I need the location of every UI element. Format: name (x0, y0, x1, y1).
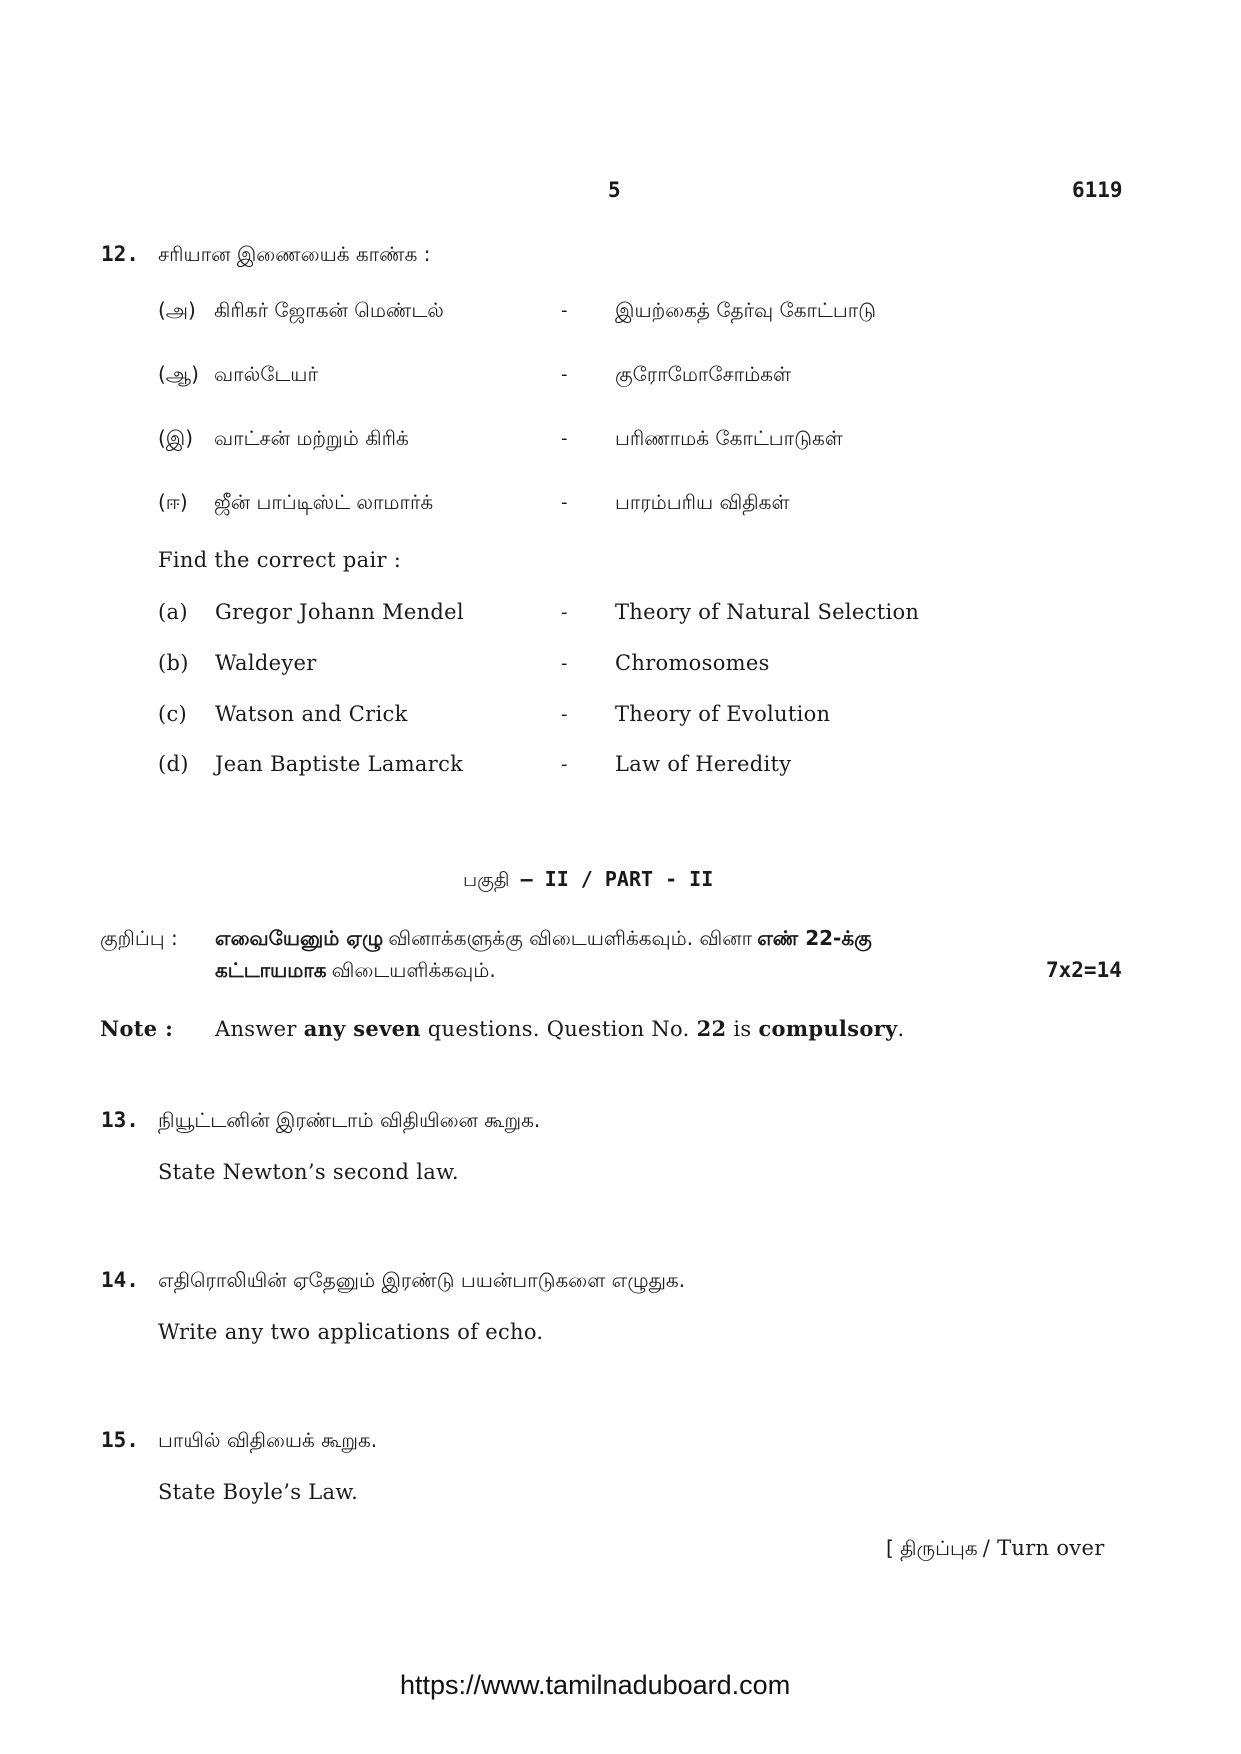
part-heading (463, 867, 713, 894)
pair-dash: - (561, 754, 568, 775)
pair-right: குரோமோசோம்கள் (615, 362, 792, 386)
pair-left: Waldeyer (215, 651, 317, 675)
pair-label: (b) (158, 651, 189, 675)
pair-label: (d) (158, 752, 189, 776)
question-english: Write any two applications of echo. (158, 1320, 544, 1344)
part-heading-tamil: பகுதி (463, 869, 510, 891)
paper-code: 6119 (1072, 178, 1123, 202)
pair-left: வாட்சன் மற்றும் கிரிக் (214, 426, 409, 450)
pair-label: (a) (158, 600, 188, 624)
note-en-text (215, 1016, 905, 1041)
pair-dash: - (561, 602, 568, 623)
note-en-label: Note : (100, 1016, 174, 1041)
note-en-emph: 22 (696, 1016, 727, 1041)
turn-over-tamil: [ திருப்புக (886, 1536, 978, 1560)
question-tamil: எதிரொலியின் ஏதேனும் இரண்டு பயன்பாடுகளை எழுதுக. (158, 1268, 686, 1292)
note-tamil-label: குறிப்பு : (100, 926, 178, 950)
note-en-part: questions. Question No. (427, 1017, 690, 1041)
pair-left: Watson and Crick (215, 702, 408, 726)
note-en-emph: any seven (303, 1016, 421, 1041)
pair-label: (ஈ) (158, 490, 188, 514)
question-number: 14. (101, 1268, 139, 1292)
pair-right: Law of Heredity (615, 752, 792, 776)
note-tamil-text: விடையளிக்கவும். (331, 958, 496, 982)
question-number: 13. (101, 1108, 139, 1132)
pair-left: Gregor Johann Mendel (215, 600, 464, 624)
pair-right: Theory of Evolution (615, 702, 831, 726)
pair-dash: - (561, 492, 568, 513)
marks: 7x2=14 (1046, 958, 1122, 982)
q12-tamil-prompt: சரியான இணையைக் காண்க : (158, 242, 431, 266)
note-en-part: is (733, 1017, 752, 1041)
turn-over-english: / Turn over (982, 1536, 1105, 1560)
pair-dash: - (561, 653, 568, 674)
question-number: 15. (101, 1428, 139, 1452)
pair-label: (ஆ) (158, 362, 199, 386)
note-tamil-emph: கட்டாயமாக (215, 958, 327, 982)
question-number: 12. (101, 242, 139, 266)
pair-label: (c) (158, 702, 188, 726)
note-en-part: Answer (215, 1017, 297, 1041)
pair-right: பரிணாமக் கோட்பாடுகள் (615, 426, 843, 450)
pair-right: Chromosomes (615, 651, 770, 675)
page-number: 5 (608, 178, 621, 202)
pair-dash: - (561, 364, 568, 385)
pair-left: வால்டேயர் (214, 362, 318, 386)
pair-label: (அ) (158, 298, 196, 322)
pair-dash: - (561, 704, 568, 725)
note-tamil-emph: எவையேனும் ஏழு (215, 926, 384, 950)
question-tamil: நியூட்டனின் இரண்டாம் விதியினை கூறுக. (158, 1108, 541, 1132)
pair-label: (இ) (158, 426, 194, 450)
note-en-emph: compulsory (758, 1016, 898, 1041)
note-tamil-text: வினாக்களுக்கு விடையளிக்கவும். வினா (388, 926, 753, 950)
pair-right: பாரம்பரிய விதிகள் (615, 490, 790, 514)
question-tamil: பாயில் விதியைக் கூறுக. (158, 1428, 378, 1452)
pair-left: Jean Baptiste Lamarck (215, 752, 464, 776)
note-tamil-emph: எண் 22-க்கு (757, 926, 872, 950)
pair-dash: - (561, 428, 568, 449)
pair-left: கிரிகர் ஜோகன் மெண்டல் (214, 298, 444, 322)
pair-right: இயற்கைத் தேர்வு கோட்பாடு (615, 298, 877, 322)
note-tamil-line2 (215, 958, 496, 985)
pair-dash: - (561, 300, 568, 321)
question-english: State Newton’s second law. (158, 1160, 459, 1184)
website-url: https://www.tamilnaduboard.com (400, 1670, 791, 1700)
part-heading-english: – II / PART - II (520, 867, 714, 891)
pair-right: Theory of Natural Selection (615, 600, 920, 624)
pair-left: ஜீன் பாப்டிஸ்ட் லாமார்க் (214, 490, 434, 514)
note-tamil-line1 (215, 926, 872, 953)
turn-over (886, 1536, 1105, 1563)
q12-english-prompt: Find the correct pair : (158, 548, 402, 572)
note-en-part: . (897, 1017, 905, 1041)
question-english: State Boyle’s Law. (158, 1480, 359, 1504)
